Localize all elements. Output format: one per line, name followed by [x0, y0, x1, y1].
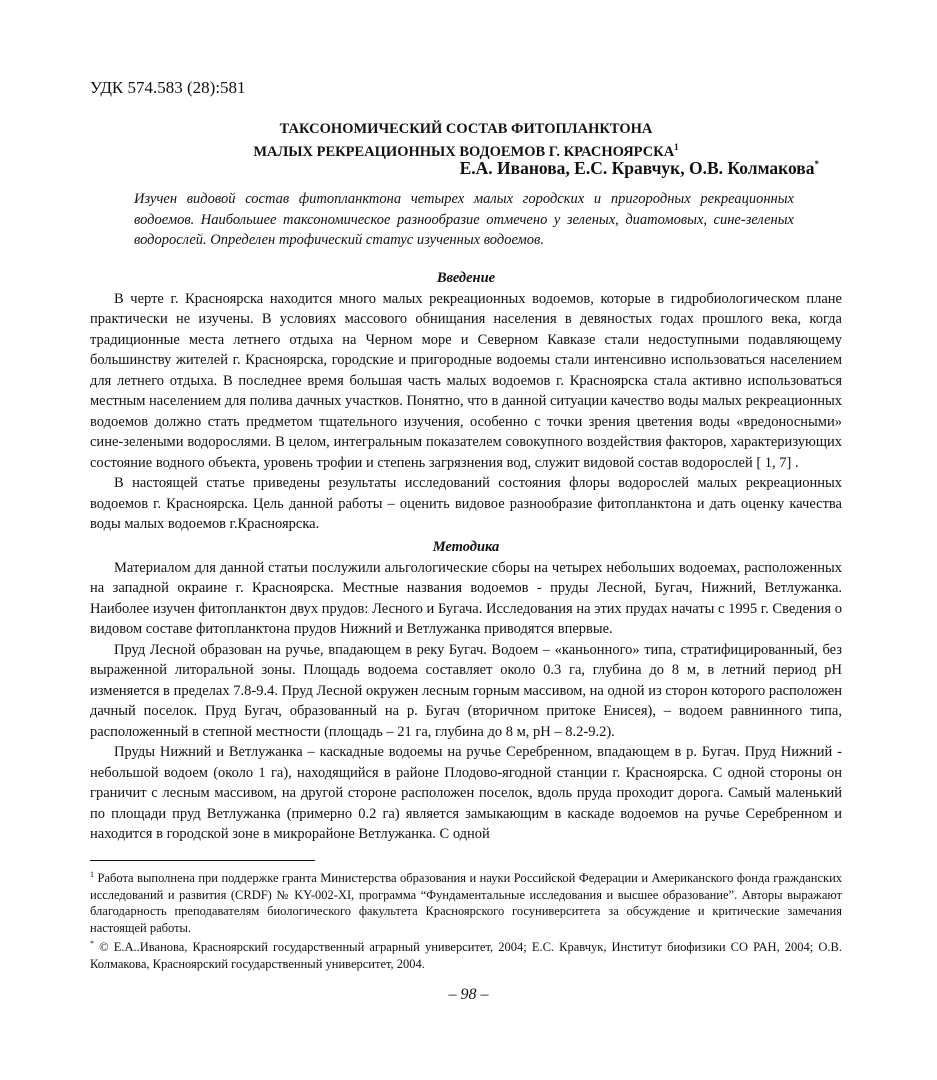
title-line-1: ТАКСОНОМИЧЕСКИЙ СОСТАВ ФИТОПЛАНКТОНА: [279, 121, 653, 137]
footnote-1-mark: 1: [90, 870, 94, 879]
udk-code: УДК 574.583 (28):581: [90, 78, 246, 97]
title-line-2: МАЛЫХ РЕКРЕАЦИОННЫХ ВОДОЕМОВ Г. КРАСНОЯРСКА: [253, 143, 675, 160]
authors-names: Е.А. Иванова, Е.С. Кравчук, О.В. Колмакова: [459, 158, 815, 178]
footnote-divider: [90, 860, 315, 861]
article-title: [90, 120, 842, 161]
footnote-2: [90, 936, 842, 972]
footnote-2-text: © Е.А..Иванова, Красноярский государственный аграрный университет, 2004; Е.С. Кравчук, Институт биофизики СО РАН, 2004; О.В. Колмакова, Красноярский государственный университет, 2004.: [90, 940, 842, 971]
author-list: [460, 158, 819, 179]
footnote-2-mark: *: [90, 939, 94, 949]
footnote-1: [90, 867, 842, 936]
methods-paragraph: Пруды Нижний и Ветлужанка – каскадные водоемы на ручье Серебренном, впадающем в р. Бугач. Пруд Нижний - небольшой водоем (около 1 га), находящийся в районе Плодово-ягодной станции г. Красноярска. С одной стороны он граничит с лесным массивом, на другой стороне расположен поселок, вдоль пруда проходит дорога. Самый маленький по площади пруд Ветлужанка (примерно 0.2 га) является замыкающим в каскаде водоемов на ручье Серебренном и находится в городской зоне в микрорайоне Ветлужанка. С одной: [90, 744, 842, 842]
section-methods: [90, 537, 842, 845]
authors-footnote-mark: *: [814, 159, 819, 170]
methods-heading: Методика: [432, 539, 500, 555]
intro-heading: Введение: [436, 270, 496, 286]
intro-paragraph: В настоящей статье приведены результаты исследований состояния флоры водорослей малых рекреационных водоемов г. Красноярска. Цель данной работы – оценить видовое разнообразие фитопланктона и дать оценку качества воды малых водоемов г.Красноярска.: [90, 475, 842, 532]
title-footnote-mark: 1: [674, 142, 679, 152]
footnote-1-text: Работа выполнена при поддержке гранта Министерства образования и науки Российской Федерации и Американского фонда гражданских исследований и развития (CRDF) № KY-002-XI, программа “Фундаментальные исследования и высшее образование”. Авторы выражают благодарность преподавателям биологического факультета Красноярского госуниверситета за обсуждение и критические замечания настоящей работы.: [90, 871, 843, 935]
section-introduction: [90, 268, 842, 535]
abstract: Изучен видовой состав фитопланктона четырех малых городских и пригородных рекреационных водоемов. Наибольшее таксономическое разнообразие отмечено у зеленых, диатомовых, сине-зеленых водорослей. Определен трофический статус изученных водоемов.: [134, 191, 794, 248]
methods-paragraph: Материалом для данной статьи послужили альгологические сборы на четырех небольших водоемах, расположенных на западной окраине г. Красноярска. Местные названия водоемов - пруды Лесной, Бугач, Нижний, Ветлужанка. Наиболее изучен фитопланктон двух прудов: Лесного и Бугача. Исследования на этих прудах начаты с 1995 г. Сведения о видовом составе фитопланктона прудов Нижний и Ветлужанка приводятся впервые.: [90, 559, 842, 637]
intro-paragraph: В черте г. Красноярска находится много малых рекреационных водоемов, которые в гидробиологическом плане практически не изучены. В условиях массового обнищания населения в девяностых годах прошлого века, когда традиционные места летнего отдыха на Черном море и Северном Кавказе стали недоступными подавляющему большинству жителей г. Красноярска, городские и пригородные водоемы стали интенсивно использоваться населением для летнего отдыха. В последнее время большая часть малых водоемов г. Красноярска стала активно использоваться местным населением для полива дачных участков. Понятно, что в данной ситуации качество воды малых рекреационных водоемов должно стать предметом тщательного изучения, особенно с точки зрения цветения воды «вредоносными» сине-зелеными водорослями. В целом, интегральным показателем совокупного воздействия факторов, характеризующих состояние водного объекта, уровень трофии и степень загрязнения вод, служит видовой состав водорослей [ 1, 7] .: [90, 290, 842, 471]
page-number: – 98 –: [448, 986, 489, 1003]
footnotes: [90, 867, 842, 972]
methods-paragraph: Пруд Лесной образован на ручье, впадающем в реку Бугач. Водоем – «каньонного» типа, стратифицированный, без выраженной литоральной зоны. Площадь водоема составляет около 0.3 га, глубина до 8 м, в летний период pH изменяется в пределах 7.8-9.4. Пруд Лесной окружен лесным горным массивом, на одной из сторон которого расположен дачный поселок. Пруд Бугач, образованный на р. Бугач (вторичном притоке Енисея), – водоем равнинного типа, расположенный в степной местности (площадь – 21 га, глубина до 8 м, pH – 8.2-9.2).: [90, 641, 842, 740]
